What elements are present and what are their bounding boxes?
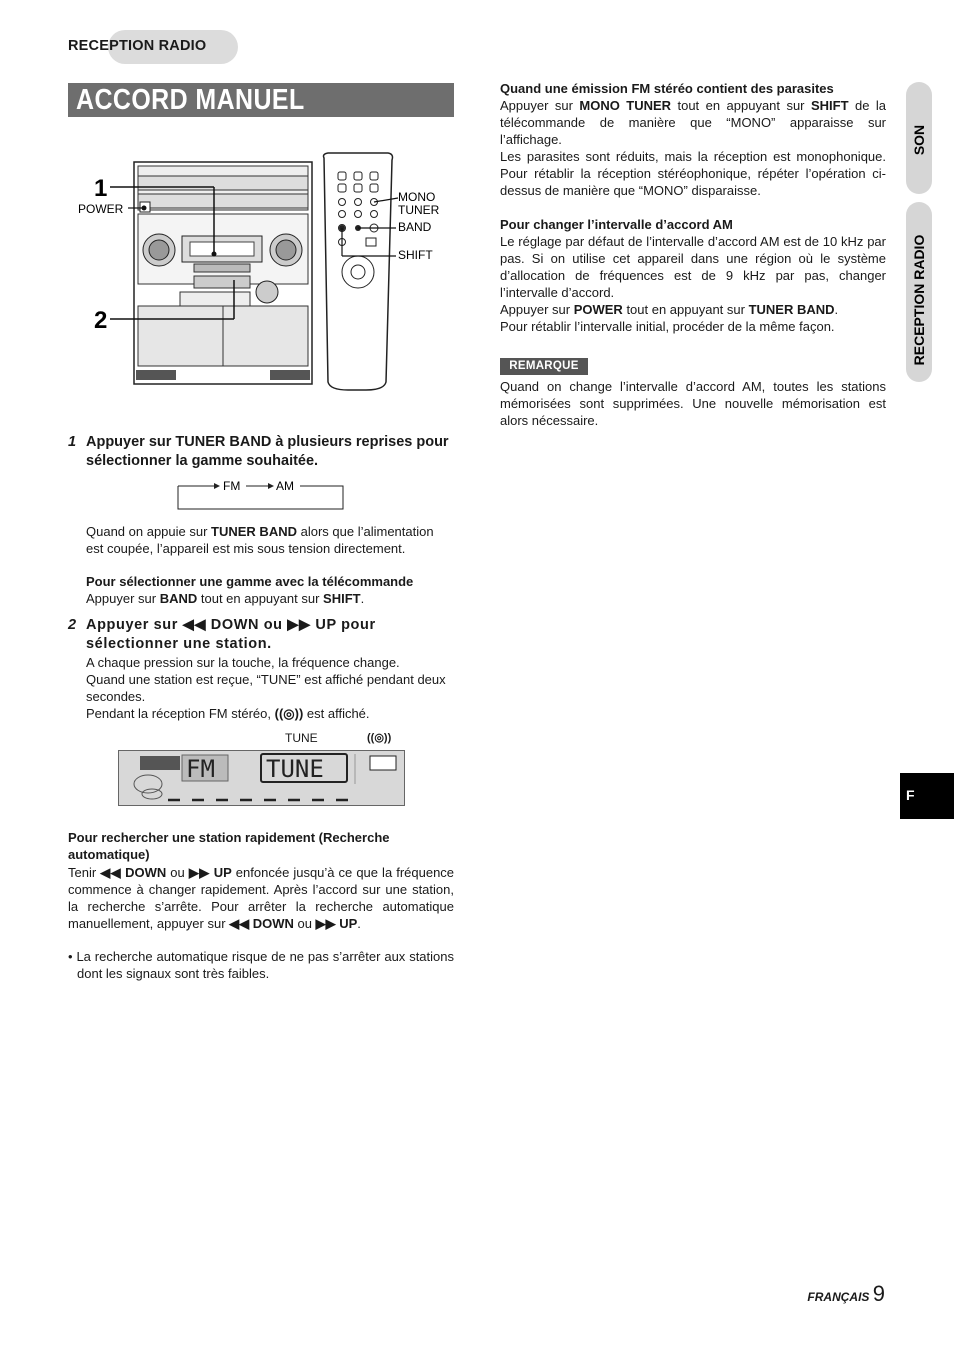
display-tune-caption: TUNE [285, 731, 318, 745]
step-1-body: Quand on appuie sur TUNER BAND alors que l’alimentation est coupée, l’appareil est mis sous tension directement. [86, 524, 434, 556]
step-2-body: A chaque pression sur la touche, la fréquence change. Quand une station est reçue, “TUNE” est affiché pendant deux secondes. Pendant la réception FM stéréo, ((◎)) est affiché. [86, 655, 446, 721]
remarque-badge: REMARQUE [500, 358, 588, 375]
band-flow-diagram [176, 476, 346, 512]
lcd-band: FM [186, 755, 215, 783]
page-title: ACCORD MANUEL [68, 83, 454, 117]
tuner-label: TUNER [398, 203, 440, 217]
auto-search-heading: Pour rechercher une station rapidement (Recherche automatique) [68, 830, 390, 862]
auto-search-bullet: • La recherche automatique risque de ne pas s’arrêter aux stations dont les signaux sont très faibles. [68, 949, 454, 981]
page-footer: FRANÇAIS 9 [807, 1281, 885, 1306]
shift-label: SHIFT [398, 248, 433, 262]
remote-band-note: Pour sélectionner une gamme avec la télécommande Appuyer sur BAND tout en appuyant sur SHIFT. [86, 574, 414, 606]
lcd-status: TUNE [266, 755, 324, 783]
side-label-son: SON [911, 124, 927, 156]
fm-noise-section: Quand une émission FM stéréo contient des parasites Appuyer sur MONO TUNER tout en appuyant sur SHIFT de la télécommande de manière que “MONO” apparaisse sur l’affichage. Les parasites sont réduits, mais la réception est monophonique. Pour rétablir la réception stéréophonique, répéter l’opération ci-dessus de manière que “MONO” disparaisse. [500, 81, 886, 198]
power-label: POWER [78, 202, 124, 216]
page-number: 9 [872, 1281, 885, 1306]
step-1-heading: 1 Appuyer sur TUNER BAND à plusieurs reprises pour sélectionner la gamme souhaitée. [68, 434, 449, 469]
am-step-section: Pour changer l’intervalle d’accord AM Le réglage par défaut de l’intervalle d’accord AM est de 10 kHz par pas. Si on utilise cet appareil dans une région où le système d’allocation de fréquences est de 9 kHz par pas, changer l’intervalle d’accord. Appuyer sur POWER tout en appuyant sur TUNER BAND. Pour rétablir l’intervalle initial, procéder de la même façon. [500, 217, 886, 334]
flow-fm: FM [223, 479, 241, 493]
lcd-display [118, 750, 406, 808]
auto-search-body: Tenir ◀◀ DOWN ou ▶▶ UP enfoncée jusqu’à ce que la fréquence commence à changer rapidement. Après l’accord sur une station, la recherche s’arrête. Pour arrêter la recherche automatique manuellement, appuyer sur ◀◀ DOWN ou ▶▶ UP. [68, 865, 455, 931]
step-2-heading: 2 Appuyer sur ◀◀ DOWN ou ▶▶ UP pour sélectionner une station. [68, 617, 376, 652]
mono-label: MONO [398, 190, 436, 204]
section-label: RECEPTION RADIO [68, 38, 206, 55]
remarque-text: Quand on change l’intervalle d’accord AM, toutes les stations mémorisées sont supprimées. Une nouvelle mémorisation est alors nécessaire. [500, 379, 886, 428]
device-figure [76, 150, 448, 396]
callout-1: 1 [94, 175, 108, 202]
callout-2: 2 [94, 307, 108, 334]
display-stereo-caption: ((◎)) [367, 732, 392, 744]
side-label-reception: RECEPTION RADIO [911, 234, 927, 366]
band-label: BAND [398, 220, 432, 234]
side-section-tab [906, 82, 932, 382]
language-tab: F [900, 773, 954, 819]
flow-am: AM [276, 479, 294, 493]
